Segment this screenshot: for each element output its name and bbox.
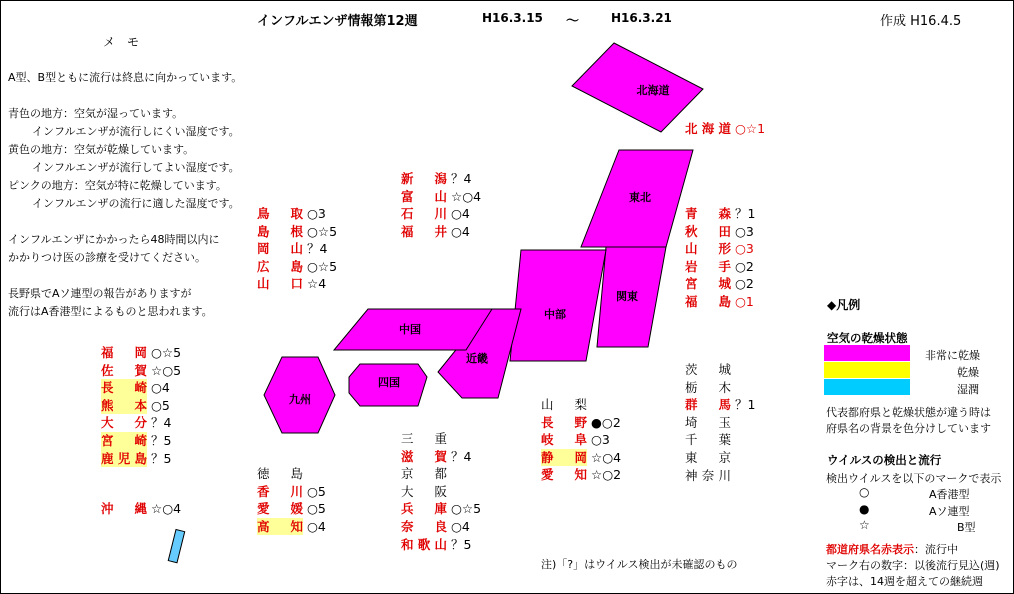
region-label-kinki: 近畿	[466, 352, 488, 365]
virus-marks: ○2	[735, 258, 754, 274]
prefecture-name: 岡 山	[257, 241, 303, 257]
virus-marks: ○4	[451, 223, 470, 239]
prefecture-name: 宮 城	[685, 276, 731, 292]
virus-marks: ○5	[307, 483, 326, 499]
prefecture-row	[401, 536, 481, 554]
prefecture-row	[685, 205, 755, 223]
memo-line: 流行はA香港型によるものと思われます。	[8, 305, 213, 318]
prefecture-name: 大 分	[101, 415, 147, 431]
virus-marks: ○4	[451, 518, 470, 534]
prefecture-row	[101, 432, 181, 450]
prefecture-name: 静 岡	[541, 449, 587, 465]
prefecture-name: 福 岡	[101, 345, 147, 360]
prefecture-name: 愛 知	[541, 467, 587, 483]
prefecture-row	[257, 500, 326, 518]
region-label-hokkaido: 北海道	[636, 84, 670, 97]
prefecture-name: 栃 木	[685, 379, 731, 395]
virus-marks: ○☆1	[735, 121, 766, 136]
prefecture-name: 鹿児島	[101, 450, 147, 466]
prefecture-name: 沖 縄	[101, 501, 147, 516]
prefecture-name: 北海道	[685, 121, 731, 136]
prefecture-name: 新 潟	[401, 171, 447, 186]
prefecture-row	[401, 223, 481, 241]
prefecture-row	[685, 361, 755, 379]
virus-marks: ○☆5	[307, 258, 338, 274]
region-label-shikoku: 四国	[378, 376, 400, 389]
virus-a-soviet-label: Aソ連型	[929, 505, 970, 518]
prefecture-row	[101, 450, 181, 468]
virus-b-label: B型	[957, 521, 976, 534]
group-hokuriku	[401, 170, 481, 240]
prefecture-name: 広 島	[257, 258, 303, 274]
prefecture-row	[101, 397, 181, 415]
prefecture-name: 埼 玉	[685, 414, 731, 430]
region-label-chubu: 中部	[544, 308, 566, 321]
virus-marks: ☆○4	[451, 188, 482, 204]
group-kinki	[401, 430, 481, 553]
prefecture-row	[401, 430, 481, 448]
virus-marks: ☆4	[307, 276, 327, 292]
prefecture-row	[257, 240, 337, 258]
virus-marks: ？4	[451, 171, 472, 186]
prefecture-name: 京 都	[401, 466, 447, 482]
prefecture-name: 石 川	[401, 206, 447, 222]
prefecture-name: 島 根	[257, 223, 303, 239]
memo-line: インフルエンザが流行しにくい湿度です。	[32, 125, 240, 138]
prefecture-row	[685, 223, 755, 241]
red-name-text: ：流行中	[914, 543, 958, 556]
legend-title: ◆凡例	[827, 298, 861, 312]
memo-line: インフルエンザにかかったら48時間以内に	[8, 233, 220, 246]
star-icon: ☆	[859, 518, 870, 532]
prefecture-row	[685, 275, 755, 293]
prefecture-name: 熊 本	[101, 397, 147, 413]
region-label-chugoku: 中国	[399, 323, 421, 336]
prefecture-row	[685, 467, 755, 485]
prefecture-name: 山 口	[257, 276, 303, 292]
memo-line: A型、B型ともに流行は終息に向かっています。	[8, 71, 243, 84]
prefecture-row	[541, 396, 621, 414]
prefecture-name: 福 井	[401, 223, 447, 239]
prefecture-row	[401, 205, 481, 223]
prefecture-name: 青 森	[685, 206, 731, 221]
virus-marks: ○3	[591, 432, 610, 448]
prefecture-row	[101, 344, 181, 362]
prefecture-row	[541, 414, 621, 432]
virus-marks: ○5	[151, 397, 170, 413]
virus-marks: ？4	[151, 415, 172, 431]
prefecture-name: 茨 城	[685, 362, 731, 377]
prefecture-row	[685, 240, 755, 258]
memo-line: ピンクの地方：空気が特に乾燥しています。	[8, 179, 227, 192]
prefecture-name: 佐 賀	[101, 362, 147, 378]
prefecture-row	[541, 449, 621, 467]
footnote: 注)「?」はウイルス検出が未確認のもの	[541, 558, 738, 571]
virus-marks: ○5	[307, 501, 326, 517]
prefecture-name: 和歌山	[401, 536, 447, 552]
prefecture-name: 秋 田	[685, 223, 731, 239]
humidity-note-2: 府県名の背景を色分けしています	[826, 422, 991, 435]
virus-marks: ○2	[735, 276, 754, 292]
prefecture-row	[401, 188, 481, 206]
virus-marks: ○3	[307, 206, 326, 221]
prefecture-name: 長 崎	[101, 380, 147, 396]
prefecture-name: 三 重	[401, 431, 447, 446]
virus-marks: ？5	[151, 432, 172, 448]
virus-marks: ☆○4	[591, 449, 622, 465]
prefecture-row	[685, 414, 755, 432]
prefecture-row	[541, 466, 621, 484]
prefecture-row	[101, 362, 181, 380]
label-very-dry: 非常に乾燥	[925, 349, 980, 362]
red-number-note: 赤字は、14週を超えての継続週	[826, 575, 983, 588]
period-start: H16.3.15	[482, 11, 543, 25]
prefecture-row	[401, 465, 481, 483]
prefecture-name: 岐 阜	[541, 432, 587, 448]
memo-line: 長野県でAソ連型の報告がありますが	[8, 287, 192, 300]
memo-line: インフルエンザの流行に適した湿度です。	[32, 197, 240, 210]
prefecture-row	[257, 223, 337, 241]
group-shikoku	[257, 465, 326, 535]
memo-heading: メ モ	[103, 35, 140, 49]
prefecture-name: 福 島	[685, 293, 731, 309]
virus-marks: ？5	[151, 450, 172, 466]
memo-line: 黄色の地方：空気が乾燥しています。	[8, 143, 195, 156]
prefecture-row	[685, 449, 755, 467]
memo-line: 青色の地方：空気が湿っています。	[8, 107, 184, 120]
prefecture-name: 鳥 取	[257, 206, 303, 221]
legend-virus-title: ウイルスの検出と流行	[827, 453, 942, 467]
prefecture-row	[685, 396, 755, 414]
okinawa-shape	[168, 530, 184, 563]
group-tohoku	[685, 205, 755, 311]
prefecture-row	[257, 518, 326, 536]
label-dry: 乾燥	[957, 366, 979, 379]
virus-marks: ○4	[451, 206, 470, 222]
period-end: H16.3.21	[611, 11, 672, 25]
swatch-dry	[824, 362, 910, 378]
group-okinawa	[101, 500, 181, 518]
prefecture-name: 東 京	[685, 449, 731, 465]
period-separator: ～	[566, 14, 580, 29]
created-date: 作成 H16.4.5	[880, 14, 962, 29]
virus-marks: ○3	[735, 241, 754, 257]
prefecture-row	[685, 431, 755, 449]
right-number-note: マーク右の数字：以後流行見込(週)	[826, 559, 1000, 572]
prefecture-name: 岩 手	[685, 258, 731, 274]
prefecture-row	[401, 518, 481, 536]
virus-marks: ？5	[451, 536, 472, 552]
swatch-humid	[824, 379, 910, 395]
prefecture-row	[257, 483, 326, 501]
virus-marks: ○1	[735, 293, 754, 309]
report-title: インフルエンザ情報第12週	[257, 14, 418, 29]
legend-humidity-title: 空気の乾燥状態	[827, 331, 908, 345]
prefecture-name: 愛 媛	[257, 501, 303, 517]
prefecture-name: 香 川	[257, 483, 303, 499]
virus-marks: ○☆5	[307, 223, 338, 239]
prefecture-row	[101, 500, 181, 518]
prefecture-name: 千 葉	[685, 432, 731, 448]
virus-marks: ？1	[735, 397, 756, 413]
virus-marks: ？4	[451, 448, 472, 464]
virus-marks: ？4	[307, 241, 328, 257]
prefecture-name: 大 阪	[401, 483, 447, 499]
virus-marks: ○4	[307, 518, 326, 534]
hollow-circle-icon: ○	[859, 485, 870, 499]
region-label-kanto: 関東	[616, 290, 638, 303]
label-humid: 湿潤	[957, 383, 979, 396]
prefecture-name: 群 馬	[685, 397, 731, 413]
region-label-kyushu: 九州	[289, 393, 311, 406]
legend-virus-intro: 検出ウイルスを以下のマークで表示	[826, 472, 1002, 485]
prefecture-row	[685, 258, 755, 276]
prefecture-row	[685, 379, 755, 397]
virus-a-hongkong-label: A香港型	[929, 488, 970, 501]
red-name-legend	[826, 541, 958, 557]
chubu-shape	[510, 250, 606, 361]
prefecture-row	[685, 120, 765, 138]
swatch-very-dry	[824, 345, 910, 361]
prefecture-row	[101, 379, 181, 397]
virus-marks: ○☆5	[451, 501, 482, 517]
prefecture-name: 神奈川	[685, 467, 731, 483]
prefecture-row	[257, 258, 337, 276]
prefecture-name: 徳 島	[257, 466, 303, 481]
prefecture-name: 富 山	[401, 188, 447, 204]
group-chubu	[541, 396, 621, 484]
prefecture-name: 高 知	[257, 518, 303, 534]
virus-marks: ○3	[735, 223, 754, 239]
virus-marks: ☆○4	[151, 501, 182, 516]
group-kanto	[685, 361, 755, 484]
virus-marks: ？1	[735, 206, 756, 221]
filled-circle-icon: ●	[859, 502, 870, 516]
prefecture-name: 宮 崎	[101, 432, 147, 448]
prefecture-name: 長 野	[541, 414, 587, 430]
prefecture-name: 滋 賀	[401, 448, 447, 464]
prefecture-row	[257, 275, 337, 293]
prefecture-row	[685, 293, 755, 311]
prefecture-row	[101, 414, 181, 432]
prefecture-row	[401, 170, 481, 188]
prefecture-name: 山 梨	[541, 397, 587, 412]
prefecture-name: 兵 庫	[401, 501, 447, 517]
region-label-tohoku: 東北	[629, 191, 651, 204]
humidity-note-1: 代表都府県と乾燥状態が違う時は	[826, 406, 991, 419]
group-chugoku	[257, 205, 337, 293]
memo-line: かかりつけ医の診療を受けてください。	[8, 251, 206, 264]
prefecture-row	[401, 448, 481, 466]
prefecture-row	[401, 500, 481, 518]
virus-marks: ☆○5	[151, 362, 182, 378]
prefecture-row	[541, 431, 621, 449]
virus-marks: ●○2	[591, 414, 621, 430]
prefecture-row	[401, 483, 481, 501]
group-kyushu	[101, 344, 181, 467]
prefecture-row	[257, 465, 326, 483]
virus-marks: ☆○2	[591, 467, 622, 483]
group-hokkaido	[685, 120, 765, 138]
prefecture-name: 奈 良	[401, 518, 447, 534]
virus-marks: ○4	[151, 380, 170, 396]
virus-marks: ○☆5	[151, 345, 182, 360]
red-name-label: 都道府県名赤表示	[826, 543, 914, 556]
prefecture-row	[257, 205, 337, 223]
prefecture-name: 山 形	[685, 241, 731, 257]
memo-line: インフルエンザが流行してよい湿度です。	[32, 161, 240, 174]
